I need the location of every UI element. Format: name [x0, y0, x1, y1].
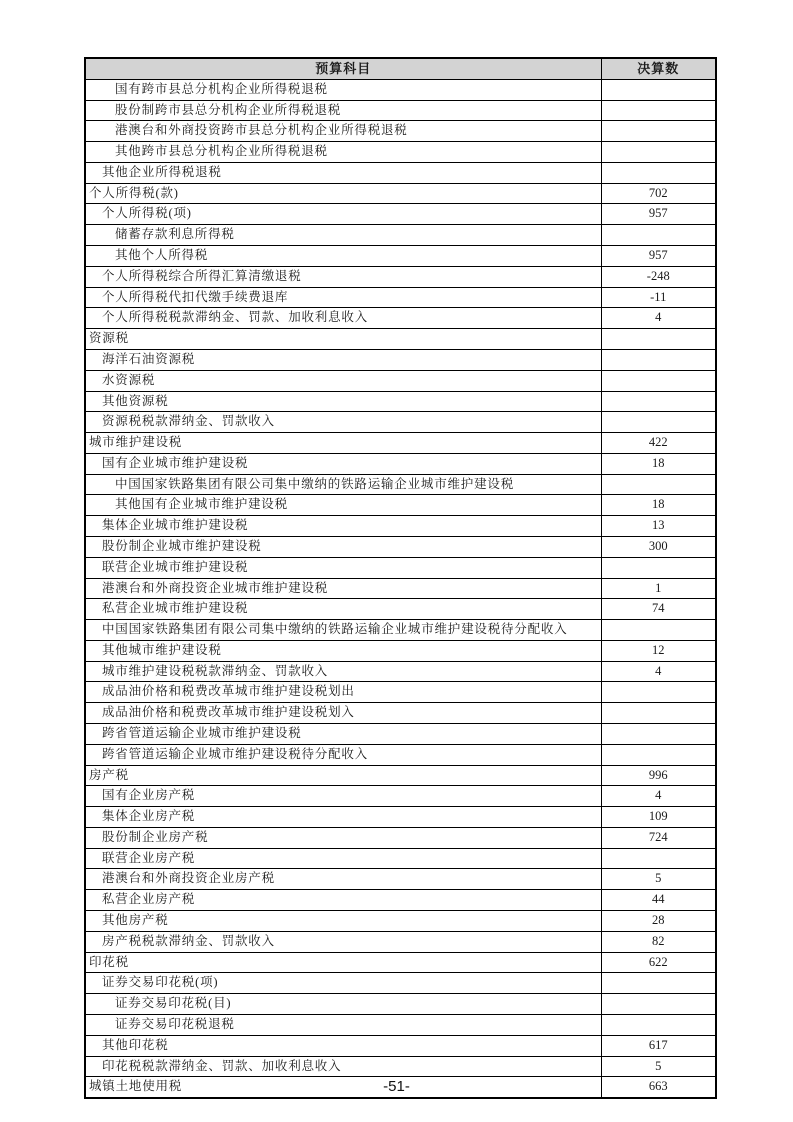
table-row	[85, 890, 716, 911]
subject-cell: 其他资源税	[85, 391, 601, 412]
subject-cell: 成品油价格和税费改革城市维护建设税划出	[85, 682, 601, 703]
subject-cell: 其他城市维护建设税	[85, 640, 601, 661]
amount-cell: 1	[601, 578, 716, 599]
subject-cell: 中国国家铁路集团有限公司集中缴纳的铁路运输企业城市维护建设税待分配收入	[85, 620, 601, 641]
amount-cell	[601, 329, 716, 350]
amount-cell: 957	[601, 204, 716, 225]
table-row	[85, 142, 716, 163]
budget-table	[84, 57, 717, 1099]
table-row	[85, 994, 716, 1015]
subject-cell: 港澳台和外商投资企业房产税	[85, 869, 601, 890]
subject-cell: 证券交易印花税(目)	[85, 994, 601, 1015]
subject-column-header: 预算科目	[85, 58, 601, 79]
table-row	[85, 578, 716, 599]
amount-cell: 996	[601, 765, 716, 786]
table-row	[85, 1014, 716, 1035]
table-row	[85, 204, 716, 225]
amount-cell	[601, 121, 716, 142]
subject-cell: 个人所得税(款)	[85, 183, 601, 204]
table-row	[85, 1056, 716, 1077]
table-row	[85, 786, 716, 807]
subject-cell: 证券交易印花税退税	[85, 1014, 601, 1035]
table-header-row	[85, 58, 716, 79]
subject-cell: 股份制企业城市维护建设税	[85, 536, 601, 557]
subject-cell: 联营企业城市维护建设税	[85, 557, 601, 578]
subject-cell: 储蓄存款利息所得税	[85, 225, 601, 246]
table-row	[85, 557, 716, 578]
table-row	[85, 474, 716, 495]
table-row	[85, 79, 716, 100]
subject-cell: 集体企业城市维护建设税	[85, 516, 601, 537]
subject-cell: 其他跨市县总分机构企业所得税退税	[85, 142, 601, 163]
subject-cell: 国有跨市县总分机构企业所得税退税	[85, 79, 601, 100]
subject-cell: 资源税	[85, 329, 601, 350]
table-row	[85, 724, 716, 745]
subject-cell: 印花税税款滞纳金、罚款、加收利息收入	[85, 1056, 601, 1077]
table-row	[85, 266, 716, 287]
amount-cell	[601, 703, 716, 724]
amount-cell: 957	[601, 246, 716, 267]
table-row	[85, 433, 716, 454]
page-number: -51-	[383, 1078, 410, 1095]
amount-cell	[601, 994, 716, 1015]
subject-cell: 个人所得税税款滞纳金、罚款、加收利息收入	[85, 308, 601, 329]
amount-cell	[601, 391, 716, 412]
amount-cell	[601, 973, 716, 994]
subject-cell: 城市维护建设税	[85, 433, 601, 454]
table-row	[85, 329, 716, 350]
table-row	[85, 495, 716, 516]
subject-cell: 个人所得税代扣代缴手续费退库	[85, 287, 601, 308]
table-row	[85, 869, 716, 890]
amount-cell: 4	[601, 786, 716, 807]
amount-cell: 724	[601, 827, 716, 848]
table-row	[85, 349, 716, 370]
amount-cell: 18	[601, 495, 716, 516]
table-row	[85, 682, 716, 703]
table-row	[85, 183, 716, 204]
table-row	[85, 536, 716, 557]
amount-cell: 5	[601, 869, 716, 890]
amount-cell: 109	[601, 807, 716, 828]
table-row	[85, 827, 716, 848]
amount-cell: 44	[601, 890, 716, 911]
subject-cell: 个人所得税(项)	[85, 204, 601, 225]
subject-cell: 集体企业房产税	[85, 807, 601, 828]
subject-cell: 证券交易印花税(项)	[85, 973, 601, 994]
amount-cell	[601, 162, 716, 183]
table-row	[85, 162, 716, 183]
subject-cell: 联营企业房产税	[85, 848, 601, 869]
amount-cell	[601, 744, 716, 765]
amount-cell: -11	[601, 287, 716, 308]
subject-cell: 中国国家铁路集团有限公司集中缴纳的铁路运输企业城市维护建设税	[85, 474, 601, 495]
amount-cell: 5	[601, 1056, 716, 1077]
amount-cell: 622	[601, 952, 716, 973]
table-row	[85, 911, 716, 932]
table-row	[85, 308, 716, 329]
table-row	[85, 100, 716, 121]
subject-cell: 股份制企业房产税	[85, 827, 601, 848]
subject-cell: 国有企业房产税	[85, 786, 601, 807]
subject-cell: 资源税税款滞纳金、罚款收入	[85, 412, 601, 433]
amount-cell: 300	[601, 536, 716, 557]
table-row	[85, 391, 716, 412]
subject-cell: 港澳台和外商投资企业城市维护建设税	[85, 578, 601, 599]
subject-cell: 其他印花税	[85, 1035, 601, 1056]
amount-cell: 28	[601, 911, 716, 932]
table-row	[85, 703, 716, 724]
table-row	[85, 287, 716, 308]
subject-cell: 其他企业所得税退税	[85, 162, 601, 183]
table-row	[85, 599, 716, 620]
amount-cell	[601, 349, 716, 370]
amount-cell: 12	[601, 640, 716, 661]
subject-cell: 城镇土地使用税	[85, 1077, 601, 1098]
table-row	[85, 453, 716, 474]
subject-cell: 印花税	[85, 952, 601, 973]
amount-cell	[601, 412, 716, 433]
subject-cell: 城市维护建设税税款滞纳金、罚款收入	[85, 661, 601, 682]
table-row	[85, 640, 716, 661]
amount-cell	[601, 557, 716, 578]
amount-cell	[601, 682, 716, 703]
table-row	[85, 516, 716, 537]
table-row	[85, 225, 716, 246]
subject-cell: 国有企业城市维护建设税	[85, 453, 601, 474]
amount-cell: 82	[601, 931, 716, 952]
table-row	[85, 1035, 716, 1056]
amount-cell: 13	[601, 516, 716, 537]
subject-cell: 成品油价格和税费改革城市维护建设税划入	[85, 703, 601, 724]
amount-cell	[601, 79, 716, 100]
amount-cell	[601, 474, 716, 495]
subject-cell: 房产税税款滞纳金、罚款收入	[85, 931, 601, 952]
table-row	[85, 121, 716, 142]
amount-cell: 4	[601, 308, 716, 329]
subject-cell: 其他国有企业城市维护建设税	[85, 495, 601, 516]
subject-cell: 房产税	[85, 765, 601, 786]
amount-cell: 617	[601, 1035, 716, 1056]
amount-cell	[601, 225, 716, 246]
table-row	[85, 246, 716, 267]
subject-cell: 私营企业城市维护建设税	[85, 599, 601, 620]
amount-cell	[601, 620, 716, 641]
amount-cell	[601, 1014, 716, 1035]
table-row	[85, 661, 716, 682]
amount-cell: 663	[601, 1077, 716, 1098]
amount-cell	[601, 142, 716, 163]
amount-cell	[601, 848, 716, 869]
table-row	[85, 931, 716, 952]
table-row	[85, 412, 716, 433]
amount-cell: 74	[601, 599, 716, 620]
table-row	[85, 973, 716, 994]
amount-cell: 4	[601, 661, 716, 682]
table-row	[85, 620, 716, 641]
table-body	[85, 79, 716, 1098]
subject-cell: 跨省管道运输企业城市维护建设税待分配收入	[85, 744, 601, 765]
table-row	[85, 370, 716, 391]
table-row	[85, 765, 716, 786]
subject-cell: 股份制跨市县总分机构企业所得税退税	[85, 100, 601, 121]
table-row	[85, 807, 716, 828]
amount-cell: 18	[601, 453, 716, 474]
table-row	[85, 744, 716, 765]
subject-cell: 私营企业房产税	[85, 890, 601, 911]
subject-cell: 海洋石油资源税	[85, 349, 601, 370]
amount-cell: 422	[601, 433, 716, 454]
amount-cell: 702	[601, 183, 716, 204]
table-row	[85, 848, 716, 869]
subject-cell: 跨省管道运输企业城市维护建设税	[85, 724, 601, 745]
amount-cell	[601, 724, 716, 745]
subject-cell: 水资源税	[85, 370, 601, 391]
amount-column-header: 决算数	[601, 58, 716, 79]
subject-cell: 其他个人所得税	[85, 246, 601, 267]
amount-cell	[601, 100, 716, 121]
subject-cell: 港澳台和外商投资跨市县总分机构企业所得税退税	[85, 121, 601, 142]
amount-cell: -248	[601, 266, 716, 287]
subject-cell: 其他房产税	[85, 911, 601, 932]
subject-cell: 个人所得税综合所得汇算清缴退税	[85, 266, 601, 287]
table-row	[85, 952, 716, 973]
amount-cell	[601, 370, 716, 391]
